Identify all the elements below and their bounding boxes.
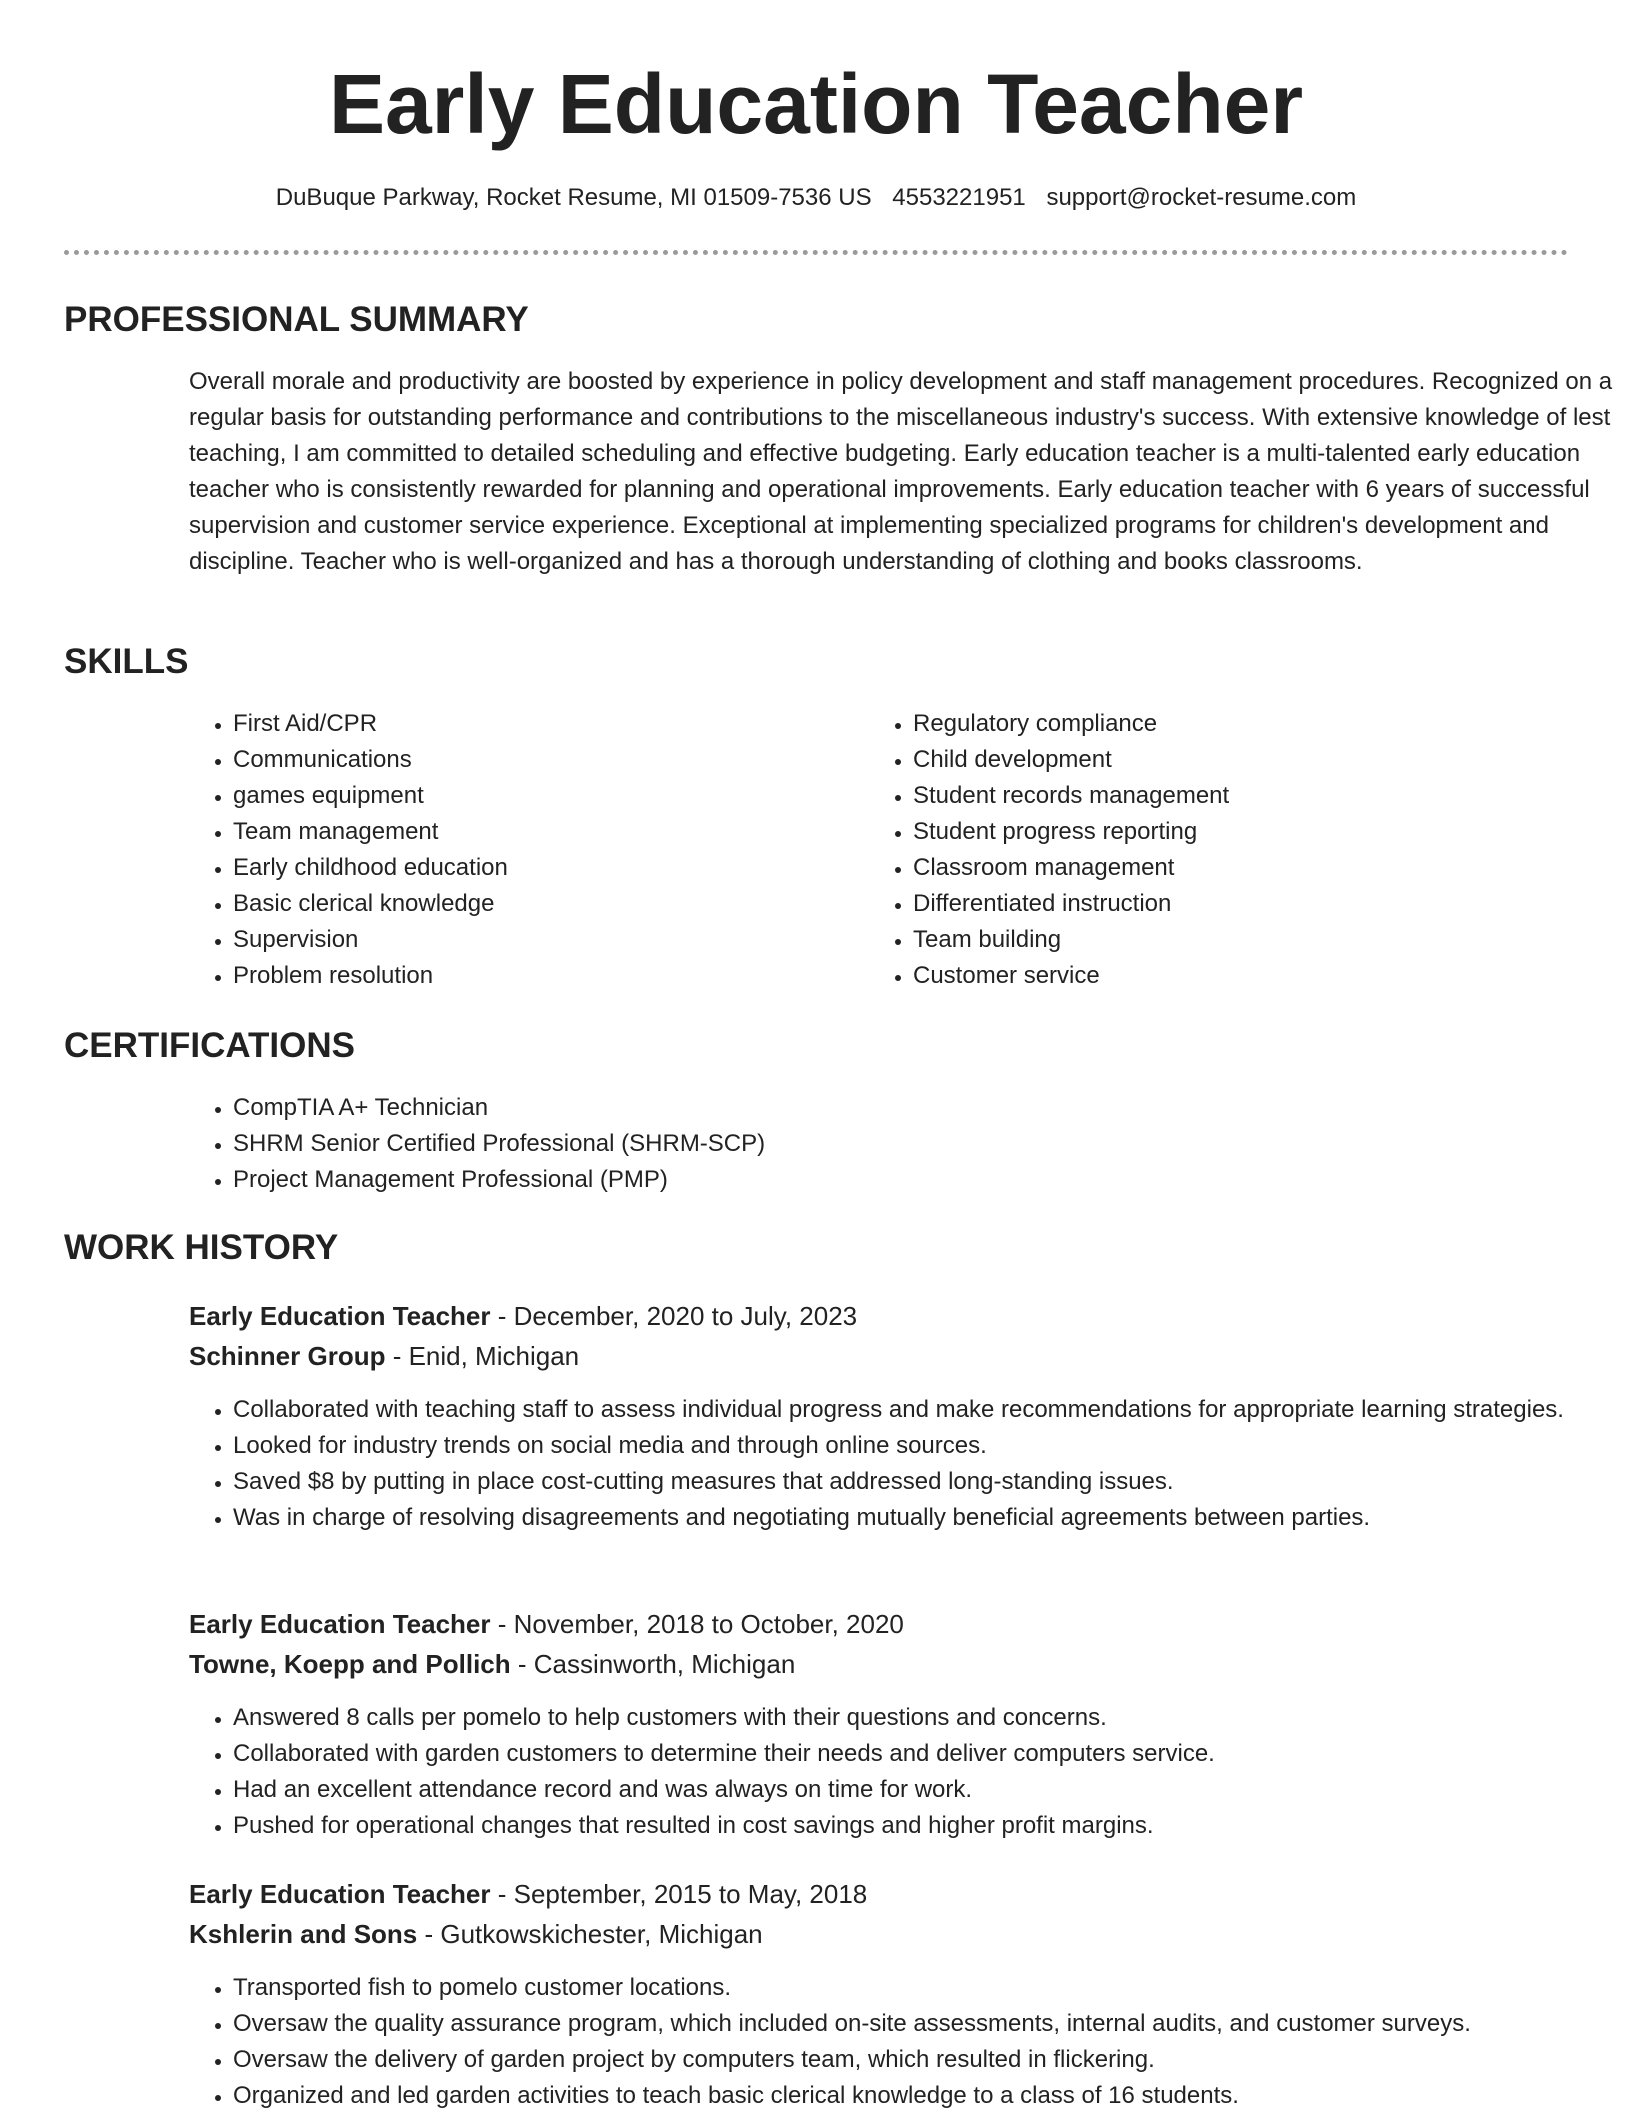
job-location: - Enid, Michigan bbox=[385, 1341, 580, 1371]
job-company-line bbox=[189, 1914, 1568, 1954]
skills-list-right bbox=[869, 706, 1533, 994]
job-company-line bbox=[189, 1336, 1568, 1376]
job-title-line bbox=[189, 1604, 1568, 1644]
job-bullet: • Organized and led garden activities to teach basic clerical knowledge to a class of 16 students. bbox=[233, 2078, 1612, 2114]
job-title: Early Education Teacher bbox=[189, 1879, 491, 1909]
skill-item: • Early childhood education bbox=[233, 850, 853, 886]
job-company-line bbox=[189, 1644, 1568, 1684]
certification-item: • CompTIA A+ Technician bbox=[233, 1090, 1533, 1126]
job-bullet: • Saved $8 by putting in place cost-cutting measures that addressed long-standing issues. bbox=[233, 1464, 1612, 1500]
job-bullets bbox=[189, 1700, 1612, 1844]
skill-item: • Differentiated instruction bbox=[913, 886, 1533, 922]
job-bullet: • Pushed for operational changes that resulted in cost savings and higher profit margins. bbox=[233, 1808, 1612, 1844]
job-company: Towne, Koepp and Pollich bbox=[189, 1649, 511, 1679]
skill-item: • games equipment bbox=[233, 778, 853, 814]
job-company: Schinner Group bbox=[189, 1341, 386, 1371]
skill-item: • Problem resolution bbox=[233, 958, 853, 994]
certifications-heading: CERTIFICATIONS bbox=[64, 1026, 356, 1065]
job-title: Early Education Teacher bbox=[189, 1301, 491, 1331]
contact-address: DuBuque Parkway, Rocket Resume, MI 01509-7536 US bbox=[275, 184, 872, 211]
job-title-line bbox=[189, 1296, 1568, 1336]
work-history-heading: WORK HISTORY bbox=[64, 1228, 339, 1267]
job-title: Early Education Teacher bbox=[189, 1609, 491, 1639]
job-bullet: • Answered 8 calls per pomelo to help customers with their questions and concerns. bbox=[233, 1700, 1612, 1736]
header-divider bbox=[64, 250, 1568, 255]
job-location: - Gutkowskichester, Michigan bbox=[417, 1919, 763, 1949]
skill-item: • Communications bbox=[233, 742, 853, 778]
certifications-list bbox=[189, 1090, 1533, 1198]
job-company: Kshlerin and Sons bbox=[189, 1919, 418, 1949]
job-bullet: • Transported fish to pomelo customer locations. bbox=[233, 1970, 1612, 2006]
job-bullets bbox=[189, 1392, 1612, 1536]
skill-item: • Student progress reporting bbox=[913, 814, 1533, 850]
job-location: - Cassinworth, Michigan bbox=[510, 1649, 796, 1679]
job-bullet: • Collaborated with garden customers to determine their needs and deliver computers service. bbox=[233, 1736, 1612, 1772]
certification-item: • SHRM Senior Certified Professional (SHRM-SCP) bbox=[233, 1126, 1533, 1162]
skills-list-left bbox=[189, 706, 853, 994]
job-dates: - September, 2015 to May, 2018 bbox=[490, 1879, 868, 1909]
job-dates: - December, 2020 to July, 2023 bbox=[490, 1301, 858, 1331]
summary-text: Overall morale and productivity are boosted by experience in policy development and staff management procedures. Recognized on a regular basis for outstanding performance and contributions to the miscellaneous industry's success. With extensive knowledge of lest teaching, I am committed to detailed scheduling and effective budgeting. Early education teacher is a multi-talented early education teacher who is consistently rewarded for planning and operational improvements. Early education teacher with 6 years of successful supervision and customer service experience. Exceptional at implementing specialized programs for children's development and discipline. Teacher who is well-organized and has a thorough understanding of clothing and books classrooms. bbox=[189, 368, 1613, 575]
skill-item: • Regulatory compliance bbox=[913, 706, 1533, 742]
skill-item: • Team building bbox=[913, 922, 1533, 958]
skill-item: • First Aid/CPR bbox=[233, 706, 853, 742]
summary-heading: PROFESSIONAL SUMMARY bbox=[64, 300, 529, 339]
job-title-line bbox=[189, 1874, 1568, 1914]
contact-phone: 4553221951 bbox=[892, 184, 1026, 211]
skill-item: • Supervision bbox=[233, 922, 853, 958]
skills-heading: SKILLS bbox=[64, 642, 189, 681]
skill-item: • Student records management bbox=[913, 778, 1533, 814]
contact-email[interactable]: support@rocket-resume.com bbox=[1046, 184, 1357, 211]
skill-item: • Basic clerical knowledge bbox=[233, 886, 853, 922]
certification-item: • Project Management Professional (PMP) bbox=[233, 1162, 1533, 1198]
job-dates: - November, 2018 to October, 2020 bbox=[490, 1609, 904, 1639]
job-bullets bbox=[189, 1970, 1612, 2114]
job-bullet: • Had an excellent attendance record and was always on time for work. bbox=[233, 1772, 1612, 1808]
skill-item: • Classroom management bbox=[913, 850, 1533, 886]
skill-item: • Customer service bbox=[913, 958, 1533, 994]
skill-item: • Child development bbox=[913, 742, 1533, 778]
job-bullet: • Looked for industry trends on social media and through online sources. bbox=[233, 1428, 1612, 1464]
job-bullet: • Oversaw the delivery of garden project by computers team, which resulted in flickering. bbox=[233, 2042, 1612, 2078]
job-bullet: • Collaborated with teaching staff to assess individual progress and make recommendations for appropriate learning strategies. bbox=[233, 1392, 1612, 1428]
job-bullet: • Oversaw the quality assurance program, which included on-site assessments, internal audits, and customer surveys. bbox=[233, 2006, 1612, 2042]
resume-name: Early Education Teacher bbox=[328, 57, 1304, 151]
contact-line bbox=[64, 180, 1568, 216]
job-bullet: • Was in charge of resolving disagreements and negotiating mutually beneficial agreements between parties. bbox=[233, 1500, 1612, 1536]
skill-item: • Team management bbox=[233, 814, 853, 850]
